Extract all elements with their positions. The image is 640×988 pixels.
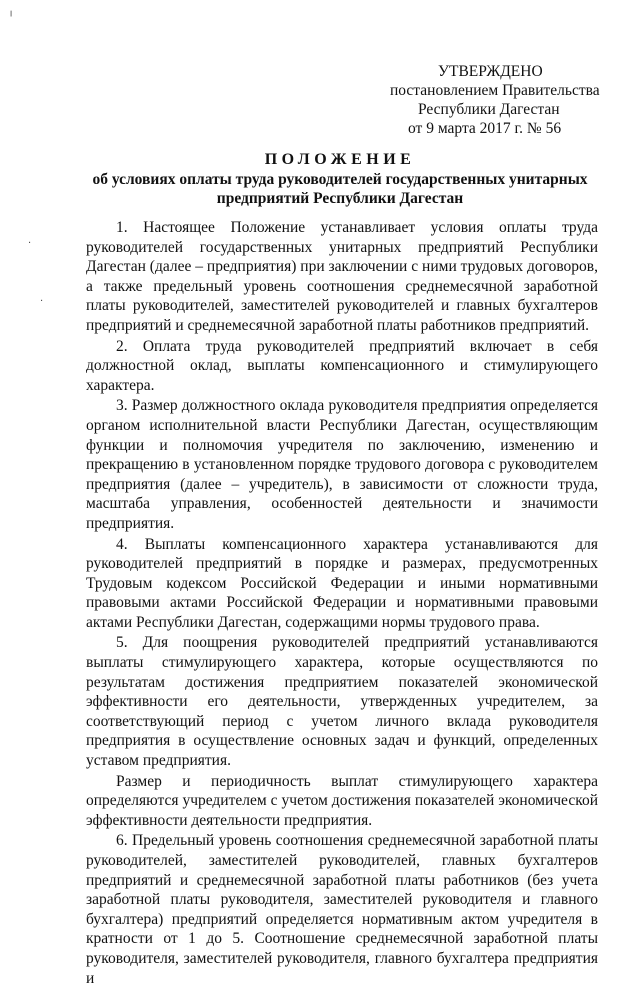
paragraph-1: 1. Настоящее Положение устанавливает условия оплаты труда руководителей государственных унитарных предприятий Республики Дагестан (далее – предприятия) при заключении с ними трудовых договоров, а также предельный уровень соотношения среднемесячной заработной платы руководителей, заместителей руководителей и главных бухгалтеров предприятий и среднемесячной заработной платы работников предприятий. (86, 219, 598, 334)
approval-decree-line: постановлением Правительства (390, 82, 600, 99)
scan-artifact: ╷ (8, 6, 15, 17)
paragraph-5-continued: Размер и периодичность выплат стимулирующего характера определяются учредителем с учетом достижения показателей экономической эффективности деятельности предприятия. (86, 772, 598, 829)
approval-stamp (390, 62, 600, 138)
approval-date-line: от 9 марта 2017 г. № 56 (408, 120, 562, 137)
scan-artifact: · (40, 296, 44, 307)
paragraph-2: 2. Оплата труда руководителей предприятий включает в себя должностной оклад, выплаты компенсационного и стимулирующего характера. (86, 337, 598, 394)
paragraph-3: 3. Размер должностного оклада руководителя предприятия определяется органом исполнительной власти Республики Дагестан, осуществляющим функции и полномочия учредителя по заключению, изменению и прекращению в установленном порядке трудового договора с руководителем предприятия (далее – учредитель), в зависимости от сложности труда, масштаба управления, особенностей деятельности и значимости предприятия. (86, 397, 598, 532)
document-title-main: ПОЛОЖЕНИЕ (264, 151, 416, 168)
document-title (80, 150, 600, 208)
document-title-sub-2: предприятий Республики Дагестан (216, 190, 464, 207)
scan-artifact: · (28, 238, 32, 249)
document-title-sub-1: об условиях оплаты труда руководителей государственных унитарных (92, 171, 588, 188)
document-body (86, 218, 598, 988)
paragraph-5: 5. Для поощрения руководителей предприятий устанавливаются выплаты стимулирующего характера, которые осуществляются по результатам достижения предприятием показателей экономической эффективности его деятельности, утвержденных учредителем, за соответствующий период с учетом личного вклада руководителя предприятия в осуществление основных задач и функций, определенных уставом предприятия. (86, 634, 598, 770)
approval-heading: УТВЕРЖДЕНО (438, 63, 543, 80)
paragraph-6: 6. Предельный уровень соотношения среднемесячной заработной платы руководителей, заместителей руководителей, главных бухгалтеров предприятий и среднемесячной заработной платы работников (без учета заработной платы руководителя, заместителей руководителя и главного бухгалтера) предприятий определяется нормативным актом учредителя в кратности от 1 до 5. Соотношение среднемесячной заработной платы руководителя, заместителей руководителя, главного бухгалтера предприятия и (86, 832, 598, 987)
paragraph-4: 4. Выплаты компенсационного характера устанавливаются для руководителей предприятий в порядке и размерах, предусмотренных Трудовым кодексом Российской Федерации и иными нормативными правовыми актами Российской Федерации и нормативными правовыми актами Республики Дагестан, содержащими нормы трудового права. (86, 535, 598, 631)
approval-republic-line: Республики Дагестан (418, 101, 560, 118)
